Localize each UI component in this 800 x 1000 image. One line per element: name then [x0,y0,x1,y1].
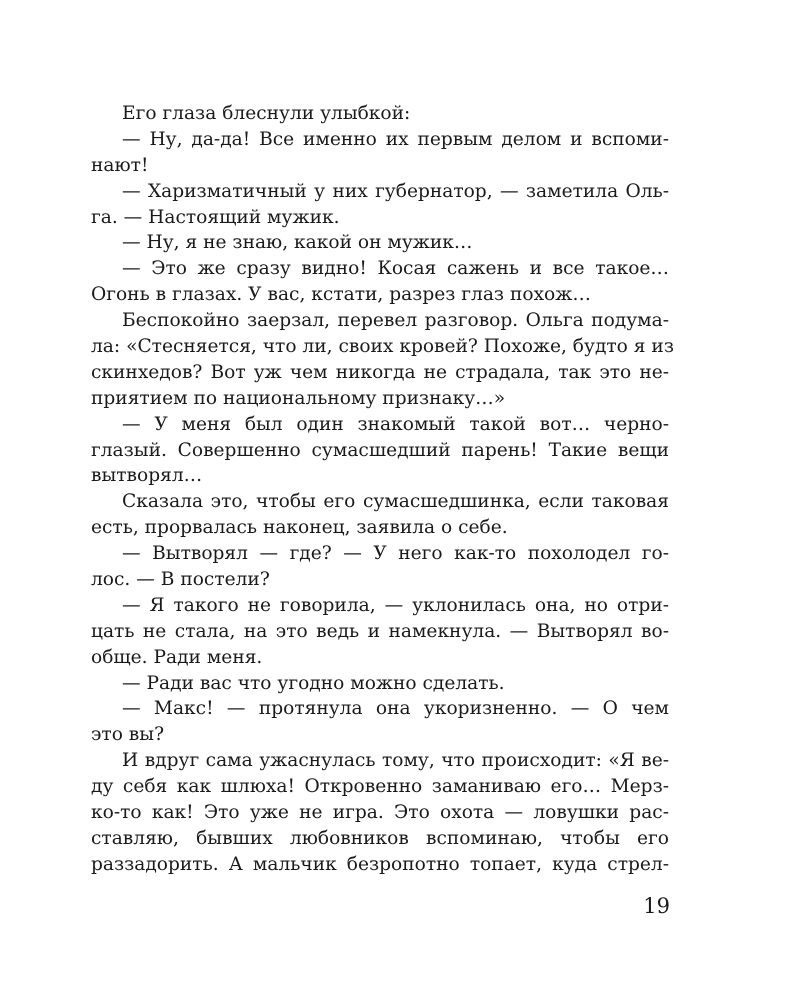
text-line: лос. — В постели? [91,569,270,591]
text-line: глазый. Совершенно сумасшедший парень! Такие вещи [91,439,669,461]
text-line: есть, прорвалась наконец, заявила о себе. [91,517,508,539]
text-line: ко-то как! Это уже не игра. Это охота — ловушки рас- [91,802,669,824]
text-line: — Я такого не говорила, — уклонилась она, но отри- [122,594,669,616]
text-line: — Ну, да-да! Все именно их первым делом и вспоми- [122,128,669,150]
text-line: раззадорить. А мальчик безропотно топает, куда стрел- [91,853,669,875]
text-line: — Харизматичный у них губернатор, — заметила Оль- [122,180,669,202]
text-line: И вдруг сама ужаснулась тому, что происходит: «Я ве- [122,750,669,772]
text-line: — Макс! — протянула она укоризненно. — О чем [122,698,669,720]
text-line: Беспокойно заерзал, перевел разговор. Ольга подума- [122,310,669,332]
text-line: га. — Настоящий мужик. [91,206,340,228]
text-line: Его глаза блеснули улыбкой: [122,103,411,124]
text-line: скинхедов? Вот уж чем никогда не страдала, так это не- [91,361,669,383]
text-line: это вы? [91,724,165,746]
text-line: обще. Ради меня. [91,646,263,668]
text-line: — Это же сразу видно! Косая сажень и все такое… [122,258,669,280]
text-line: цать не стала, на это ведь и намекнула. — Вытворял во- [91,620,669,642]
text-line: ставляю, бывших любовников вспоминаю, чтобы его [91,827,669,849]
text-line: Сказала это, чтобы его сумасшедшинка, если таковая [122,491,669,513]
text-line: — У меня был один знакомый такой вот… черно- [122,413,669,435]
page-number: 19 [643,894,670,918]
text-line: приятием по национальному признаку…» [91,387,506,409]
text-line: — Вытворял — где? — У него как-то похолодел го- [122,543,669,565]
text-line: — Ради вас что угодно можно сделать. [122,672,505,694]
text-line: нают! [91,154,149,176]
text-line: вытворял… [91,465,203,487]
text-line: ду себя как шлюха! Откровенно заманиваю его… Мерз- [91,776,669,798]
body-text [91,101,674,878]
text-line: — Ну, я не знаю, какой он мужик… [122,232,473,254]
text-line: Огонь в глазах. У вас, кстати, разрез глаз похож… [91,284,591,306]
text-line: ла: «Стесняется, что ли, своих кровей? Похоже, будто я из [91,336,674,358]
